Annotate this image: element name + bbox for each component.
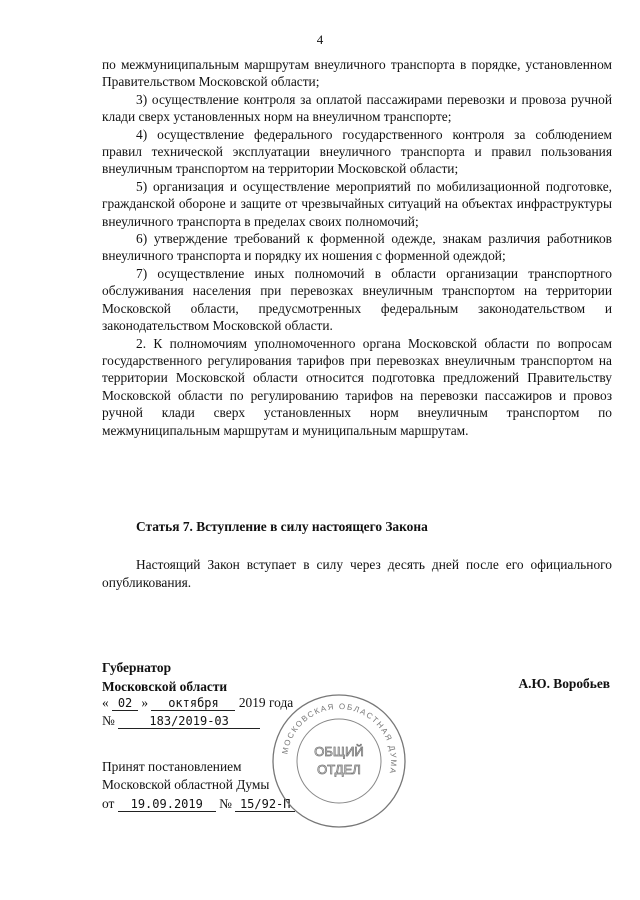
- signature-number: 183/2019-03: [118, 714, 260, 729]
- paragraph: 5) организация и осуществление мероприятий по мобилизационной подготовке, гражданской обороне и защите от чрезвычайных ситуаций на объектах инфраструктуры внеуличного транспорта в пределах своих полномочий;: [102, 178, 612, 229]
- date-close-quote: »: [141, 695, 149, 710]
- document-body: [102, 56, 612, 439]
- adopted-date-label: от: [102, 796, 115, 811]
- paragraph: 7) осуществление иных полномочий в области организации транспортного обслуживания населения при перевозках внеуличным транспортом на территории Московской области, предусмотренных федеральным законодательством и законодательством Московской области.: [102, 265, 612, 334]
- adopted-number: 15/92-П: [235, 797, 295, 812]
- signature-year: 2019 года: [238, 695, 294, 710]
- adopted-number-label: №: [219, 796, 232, 811]
- article-title: Статья 7. Вступление в силу настоящего Закона: [136, 519, 428, 534]
- adopted-by: [102, 758, 269, 794]
- adopted-date: 19.09.2019: [118, 797, 216, 812]
- governor-title: [102, 658, 227, 696]
- paragraph: 2. К полномочиям уполномоченного органа Московской области по вопросам государственного регулирования тарифов при перевозках внеуличным транспортом на территории Московской области относится подготовка предложений Правительству Московской области по регулированию тарифов на перевозки пассажиров и провоз ручной клади сверх установленных норм внеуличным транспортом по межмуниципальным маршрутам и муниципальным маршрутам.: [102, 335, 612, 438]
- paragraph: 6) утверждение требований к форменной одежде, знакам различия работников внеуличного транспорта и порядку их ношения с форменной одеждой;: [102, 231, 612, 264]
- stamp-line1: ОБЩИЙ: [314, 744, 364, 759]
- stamp-line2: ОТДЕЛ: [317, 762, 361, 777]
- signature-number-line: [102, 713, 260, 729]
- signer-name: А.Ю. Воробьев: [518, 676, 610, 691]
- paragraph: по межмуниципальным маршрутам внеуличного транспорта в порядке, установленном Правительством Московской области;: [102, 57, 612, 90]
- governor-title-line1: Губернатор: [102, 660, 172, 675]
- final-paragraph: Настоящий Закон вступает в силу через десять дней после его официального опубликования.: [102, 557, 612, 590]
- stamp-seal-icon: [268, 690, 410, 832]
- governor-title-line2: Московской области: [102, 679, 228, 694]
- page-number: 4: [316, 32, 324, 47]
- signature-month: октября: [151, 696, 235, 711]
- adopted-date-line: [102, 796, 295, 812]
- paragraph: 3) осуществление контроля за оплатой пассажирами перевозки и провоза ручной клади сверх установленных норм на внеуличном транспорте;: [102, 91, 612, 125]
- signature-number-label: №: [102, 713, 115, 728]
- signature-day: 02: [112, 696, 138, 711]
- adopted-line2: Московской областной Думы: [102, 777, 270, 792]
- signature-date-line: [102, 695, 293, 711]
- stamp-ring-text: МОСКОВСКАЯ ОБЛАСТНАЯ ДУМА: [280, 701, 399, 776]
- paragraph: 4) осуществление федерального государственного контроля за соблюдением правил технической эксплуатации внеуличного транспорта и правил пользования внеуличным транспортом на территории Московской области;: [102, 126, 612, 177]
- date-open-quote: «: [102, 695, 109, 710]
- final-clause: [102, 556, 612, 592]
- adopted-line1: Принят постановлением: [102, 759, 242, 774]
